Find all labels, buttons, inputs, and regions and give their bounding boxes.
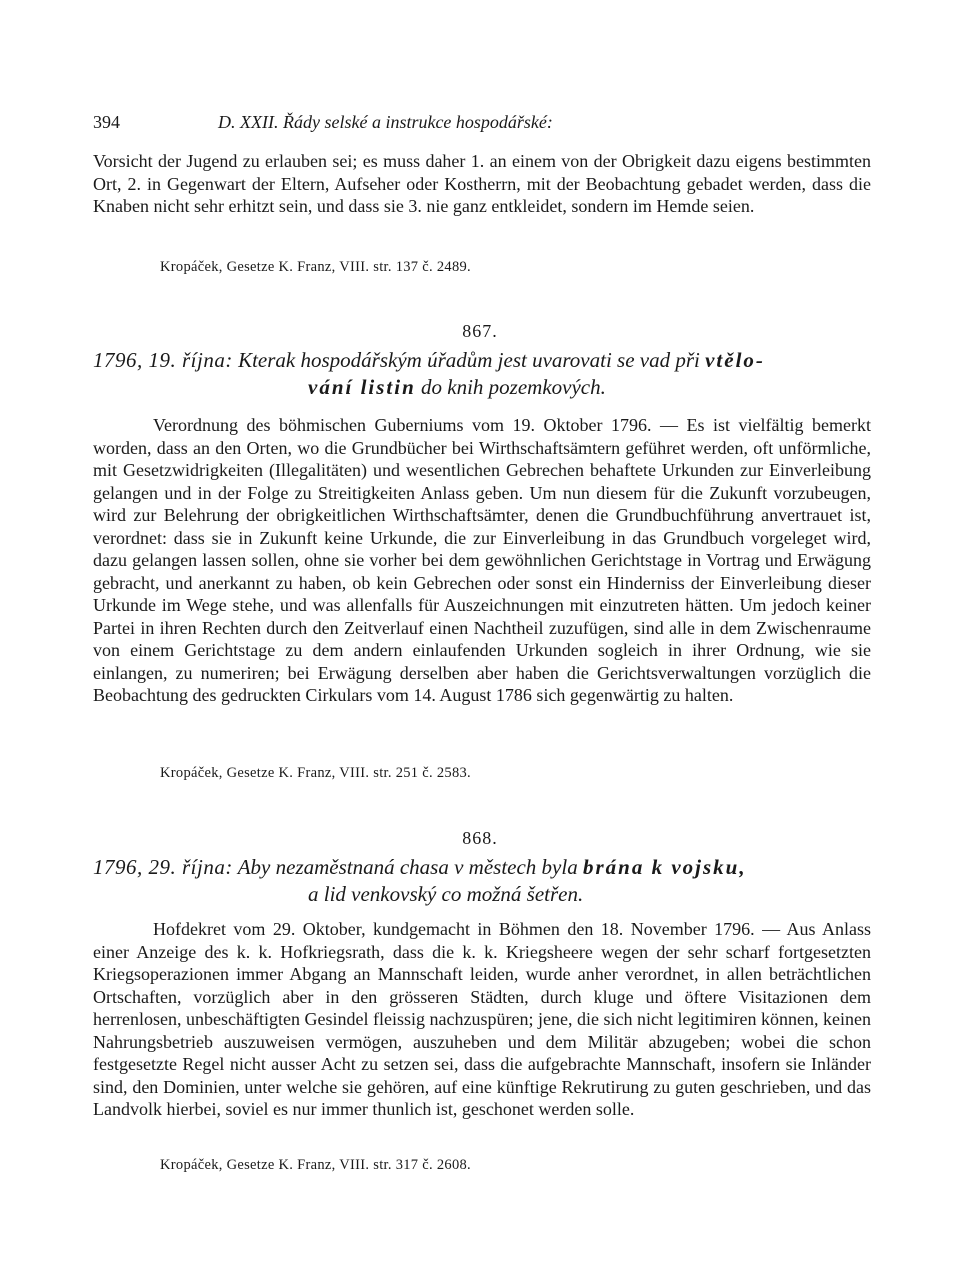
entry-title	[93, 347, 871, 401]
entry-date: 1796, 29. října:	[93, 855, 233, 879]
entry-title	[93, 854, 871, 908]
running-head: D. XXII. Řády selské a instrukce hospodářské:	[218, 112, 553, 132]
entry-title-part: Aby nezaměstnaná chasa v městech byla	[237, 855, 578, 879]
source-citation: Kropáček, Gesetze K. Franz, VIII. str. 251 č. 2583.	[160, 765, 471, 781]
entry-title-line2	[93, 374, 871, 401]
entry-number: 868.	[462, 828, 498, 848]
entry-title-line2	[93, 881, 871, 908]
entry-title-part: a lid venkovský co možná šetřen.	[308, 882, 584, 906]
entry-title-part: Kterak hospodářským úřadům jest uvarovati se vad při	[238, 348, 700, 372]
entry-title-spaced: vtělo-	[705, 348, 765, 372]
page-number: 394	[93, 112, 120, 132]
entry-title-spaced: brána k vojsku,	[582, 855, 747, 879]
entry-title-part: do knih pozemkových.	[421, 375, 606, 399]
continued-paragraph: Vorsicht der Jugend zu erlauben sei; es muss daher 1. an einem von der Obrigkeit dazu eigens bestimmten Ort, 2. in Gegenwart der Eltern, Aufseher oder Kostherrn, mit der Beobachtung gebadet werden, dass die Knaben nicht sehr erhitzt sein, und dass sie 3. nie ganz entkleidet, sondern im Hemde seien.	[93, 151, 871, 216]
entry-date: 1796, 19. října:	[93, 348, 233, 372]
entry-number: 867.	[462, 321, 498, 341]
entry-paragraph: Hofdekret vom 29. Oktober, kundgemacht in Böhmen den 18. November 1796. — Aus Anlass einer Anzeige des k. k. Hofkriegsrath, dass die k. k. Kriegsheere wegen der sehr scharf fortgesetzten Kriegsoperazionen immer Abgang an Mannschaft leiden, wurde anher verordnet, in allen beträchtlichen Ortschaften, vorzüglich aber in den grösseren Städten, durch kluge und öftere Visitazionen dem herrenlosen, unbeschäftigten Gesindel fleissig nachzuspüren; jene, die sich nicht legitimiren können, keinen Nahrungsbetrieb auszuweisen vermögen, auszuheben und dem Militär abzugeben; wobei die schon festgesetzte Regel nicht ausser Acht zu setzen sei, dass die aufgebrachte Mannschaft, insofern sie Inländer sind, den Dominien, unter welche sie gehören, auf eine künftige Rekrutirung zu guten geschrieben, und das Landvolk hierbei, soviel es nur immer thunlich ist, geschonet werden solle.	[93, 919, 871, 1119]
source-citation: Kropáček, Gesetze K. Franz, VIII. str. 317 č. 2608.	[160, 1157, 471, 1173]
entry-paragraph: Verordnung des böhmischen Guberniums vom 19. Oktober 1796. — Es ist vielfältig bemerkt worden, dass an den Orten, wo die Grundbücher bei Wirthschaftsämtern geführet werden, oft unförmliche, mit Gesetzwidrigkeiten (Illegalitäten) und wesentlichen Gebrechen behaftete Urkunden zur Einverleibung gelangen und in der Folge zu Streitigkeiten Anlass geben. Um nun diesem für die Zukunft vorzubeugen, wird zur Belehrung der obrigkeitlichen Wirthschaftsämter, denen die Grundbuchführung anvertrauet ist, verordnet: dass sie in Zukunft keine Urkunde, die zur Einverleibung in das Grundbuch vorgeleget wird, dazu gelangen lassen sollen, ohne sie vorher bei dem gewöhnlichen Gerichtstage in Vortrag und Erwägung gebracht, und anerkannt zu haben, ob kein Gebrechen oder sonst ein Hinderniss der Einverleibung dieser Urkunde im Wege stehe, und was allenfalls für Auszeichnungen mit einzutreten hätten. Um jedoch keiner Partei in ihren Rechten durch den Zeitverlauf einen Nachtheil zuzufügen, sind alle in dem Zwischenraume von einem Gerichtstage zu dem andern einlaufenden Urkunden sogleich in ihrer Ordnung, wie sie einlangen, zu numeriren; bei Erwägung derselben aber haben die Gerichtsverwaltungen vorzüglich die Beobachtung des gedruckten Cirkulars vom 14. August 1786 sich gegenwärtig zu halten.	[93, 415, 871, 705]
entry-title-spaced: vání listin	[308, 375, 416, 399]
page-header	[93, 112, 871, 136]
source-citation: Kropáček, Gesetze K. Franz, VIII. str. 137 č. 2489.	[160, 259, 471, 275]
